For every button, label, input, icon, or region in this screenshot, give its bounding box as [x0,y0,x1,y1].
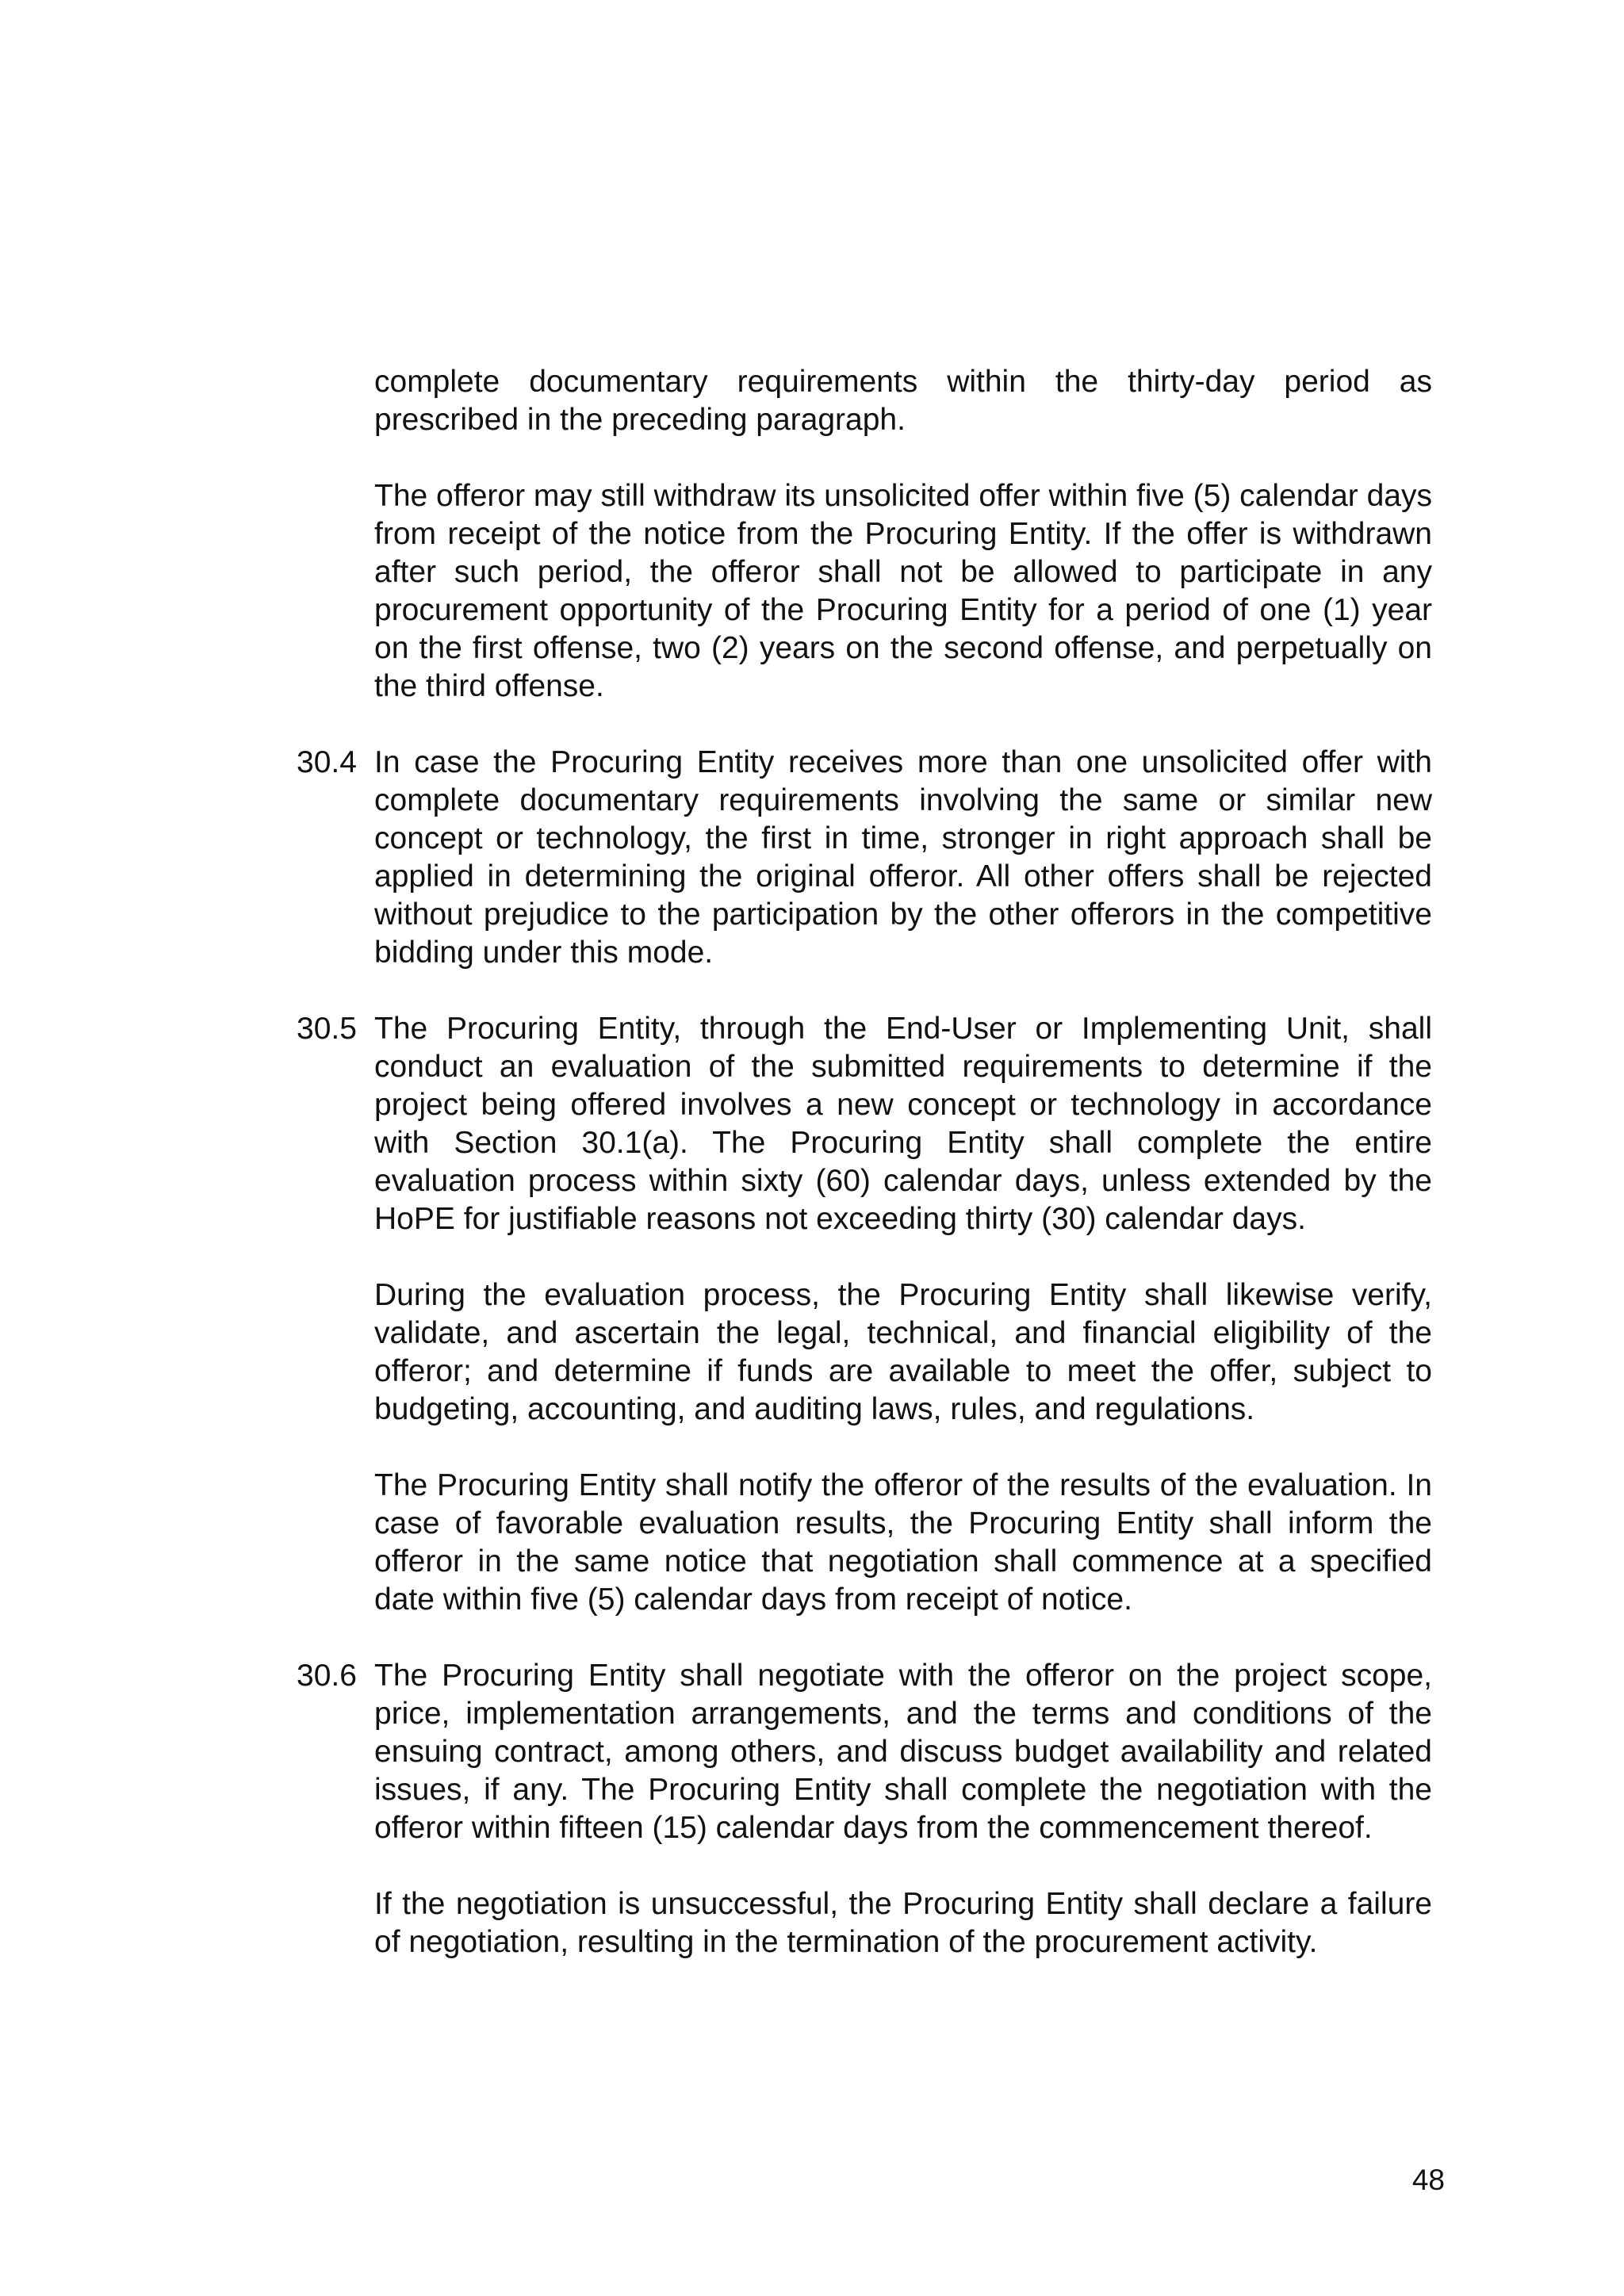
paragraph-withdrawal: The offeror may still withdraw its unsolicited offer within five (5) calendar days from receipt of the notice from the Procuring Entity. If the offer is withdrawn after such period, the offeror shall not be allowed to participate in any procurement opportunity of the Procuring Entity for a period of one (1) year on the first offense, two (2) years on the second offense, and perpetually on the third offense. [374,479,1432,703]
page-number: 48 [1411,2164,1445,2196]
paragraph-continuation: complete documentary requirements within the thirty-day period as prescribed in the preceding paragraph. [374,365,1432,437]
section-text: The Procuring Entity, through the End-User or Implementing Unit, shall conduct an evaluation of the submitted requirements to determine if the project being offered involves a new concept or technology in accordance with Section 30.1(a). The Procuring Entity shall complete the entire evaluation process within sixty (60) calendar days, unless extended by the HoPE for justifiable reasons not exceeding thirty (30) calendar days. [374,1012,1432,1236]
section-text: In case the Procuring Entity receives more than one unsolicited offer with complete documentary requirements involving the same or similar new concept or technology, the first in time, stronger in right approach shall be applied in determining the original offeror. All other offers shall be rejected without prejudice to the participation by the other offerors in the competitive bidding under this mode. [374,745,1432,970]
section-text: The Procuring Entity shall negotiate with the offeror on the project scope, price, implementation arrangements, and the terms and conditions of the ensuing contract, among others, and discuss budget availability and related issues, if any. The Procuring Entity shall complete the negotiation with the offeror within fifteen (15) calendar days from the commencement thereof. [374,1659,1432,1845]
section-number: 30.6 [297,1659,357,1693]
paragraph-notification: The Procuring Entity shall notify the offeror of the results of the evaluation. In case of favorable evaluation results, the Procuring Entity shall inform the offeror in the same notice that negotiation shall commence at a specified date within five (5) calendar days from receipt of notice. [374,1468,1432,1617]
paragraph-failure-of-negotiation: If the negotiation is unsuccessful, the Procuring Entity shall declare a failure of negotiation, resulting in the termination of the procurement activity. [374,1887,1432,1959]
section-30-5 [297,1010,1432,1238]
section-number: 30.5 [297,1012,357,1046]
page-body [297,363,1432,1961]
section-30-6 [297,1657,1432,1847]
section-30-4 [297,744,1432,972]
paragraph-evaluation-process: During the evaluation process, the Procuring Entity shall likewise verify, validate, and ascertain the legal, technical, and financial eligibility of the offeror; and determine if funds are available to meet the offer, subject to budgeting, accounting, and auditing laws, rules, and regulations. [374,1278,1432,1426]
section-number: 30.4 [297,745,357,779]
